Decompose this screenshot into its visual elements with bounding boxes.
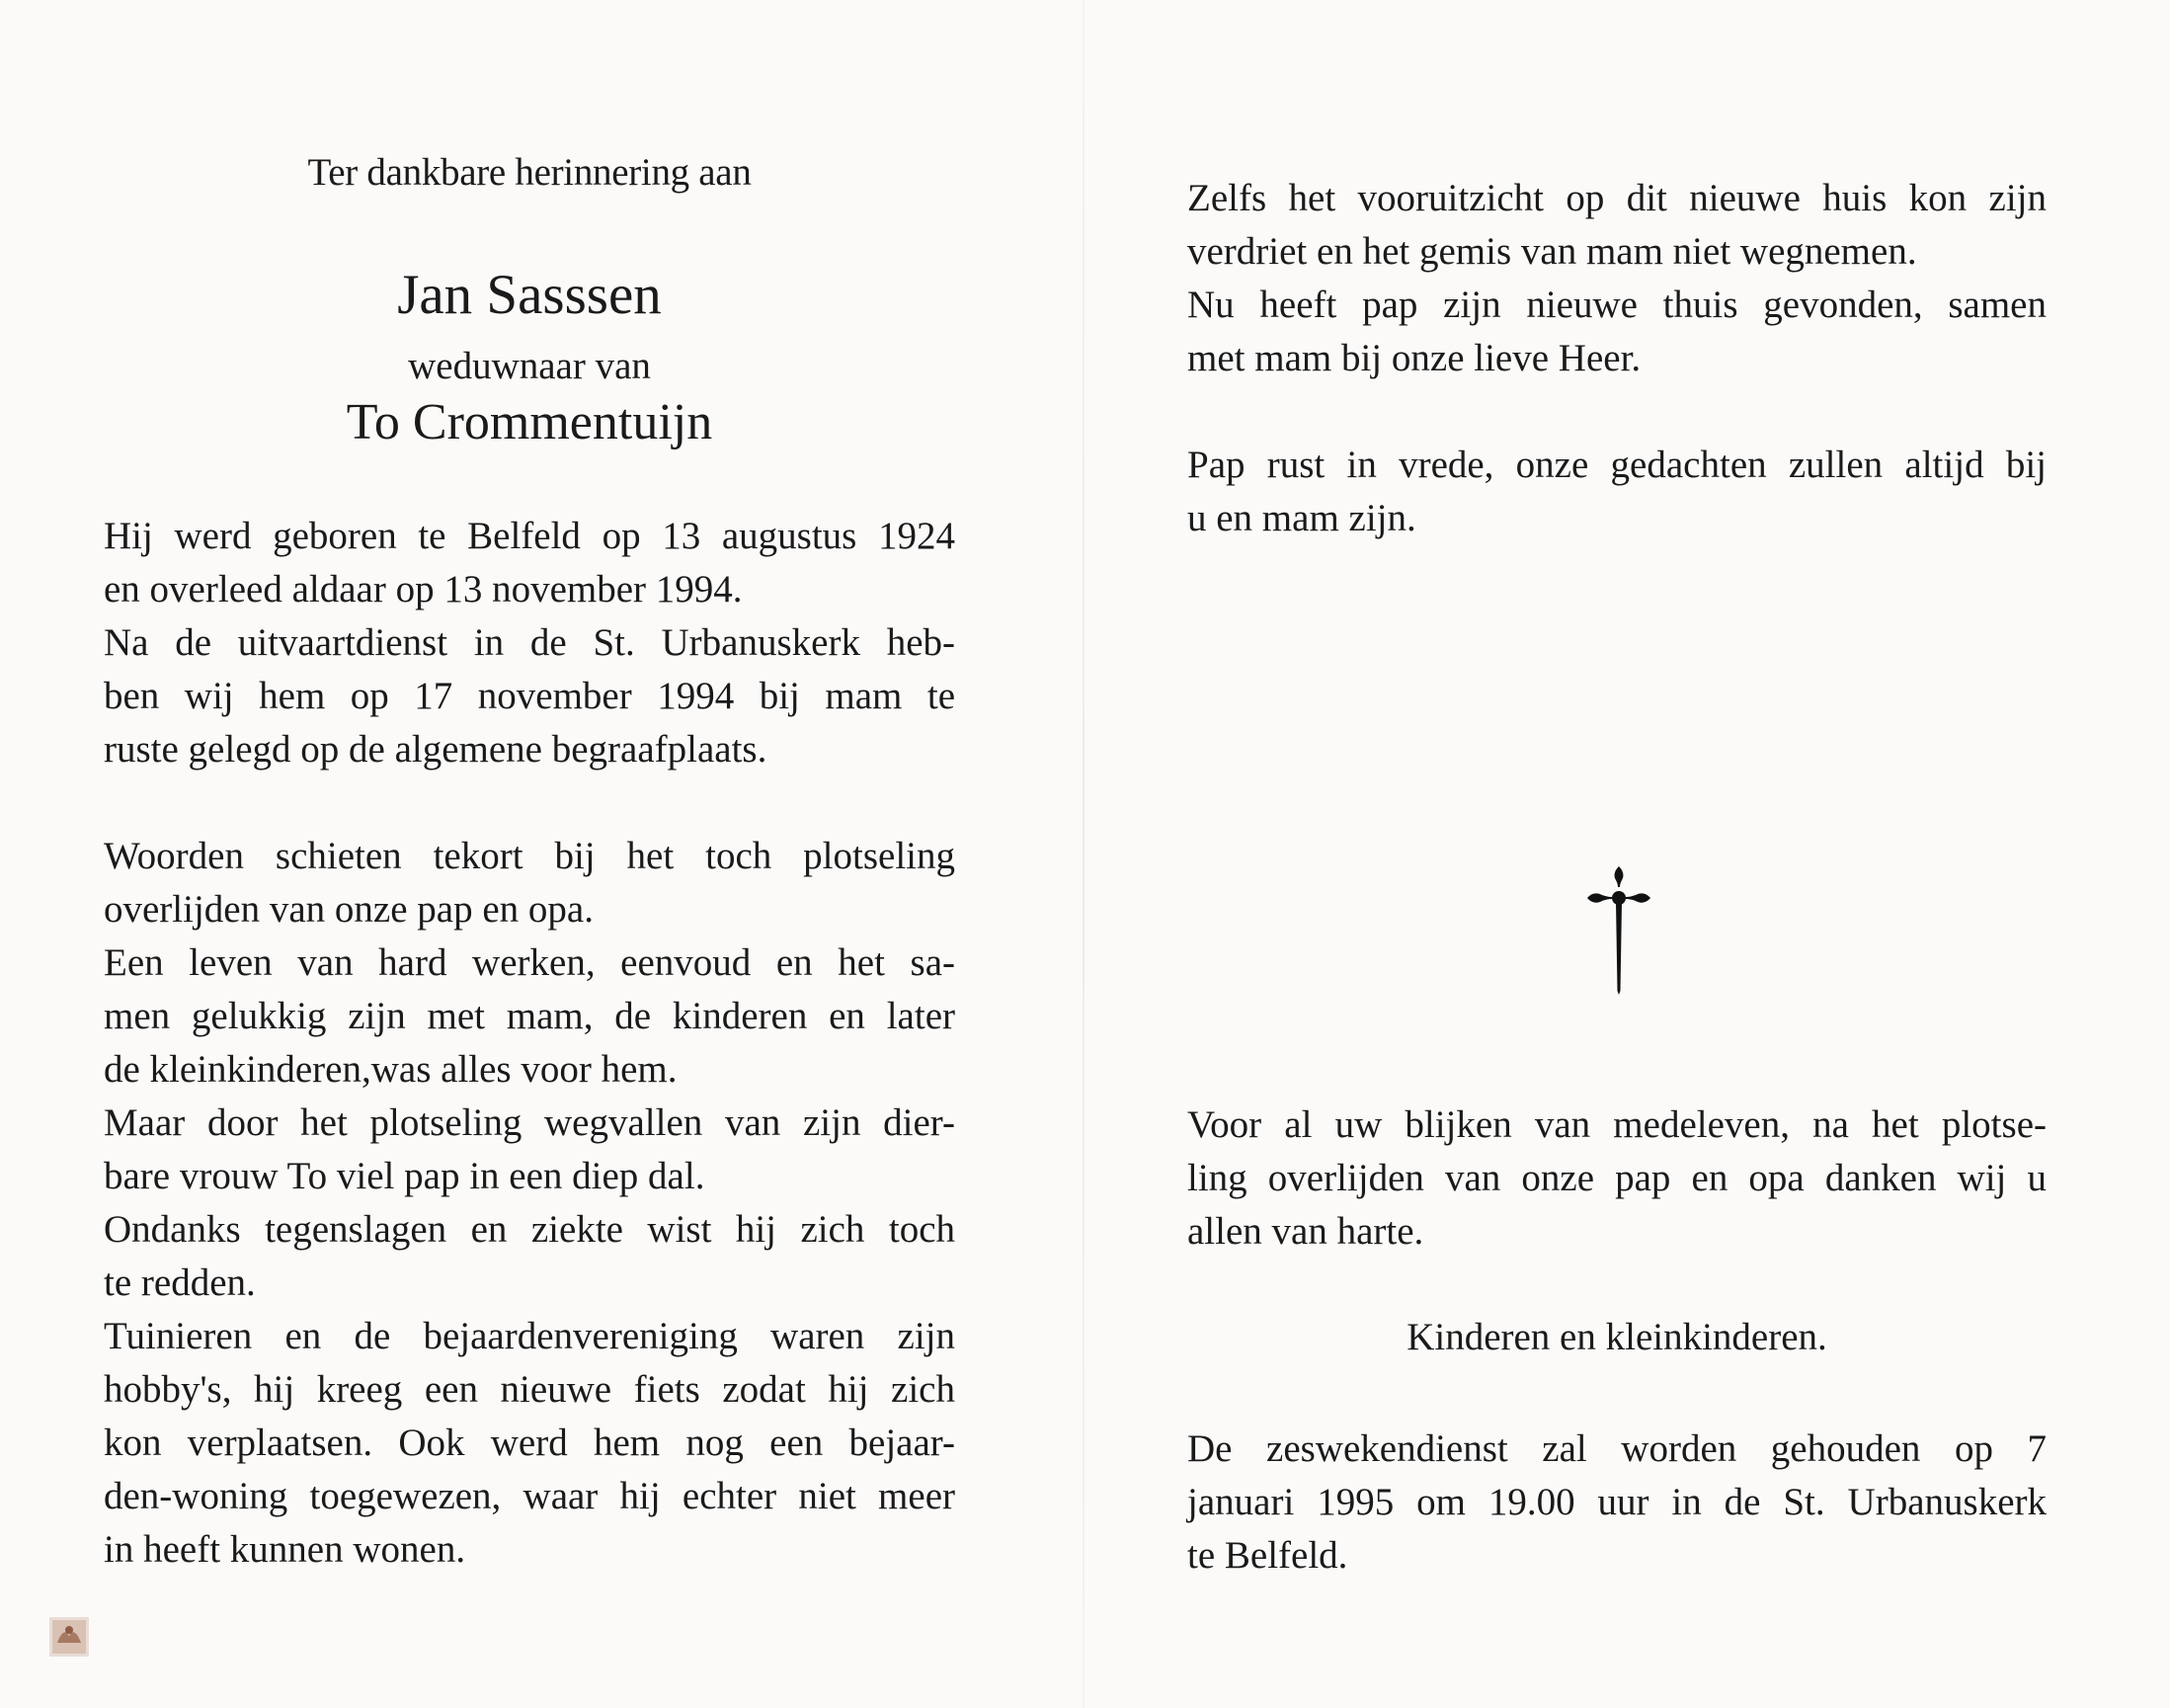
text-line: Pap rust in vrede, onze gedachten zullen altijd bij bbox=[1187, 444, 2047, 486]
text-line: te Belfeld. bbox=[1187, 1534, 1348, 1577]
text-line: Maar door het plotseling wegvallen van zijn dier- bbox=[104, 1101, 955, 1144]
stamp-icon bbox=[49, 1617, 89, 1657]
text-line: Een leven van hard werken, eenvoud en het sa- bbox=[104, 941, 955, 984]
fold-line bbox=[1083, 0, 1085, 1708]
text-line: kon verplaatsen. Ook werd hem nog een bejaar- bbox=[104, 1422, 955, 1464]
text-line: Nu heeft pap zijn nieuwe thuis gevonden, samen bbox=[1187, 284, 2047, 326]
text-line: met mam bij onze lieve Heer. bbox=[1187, 337, 1642, 379]
text-line: Na de uitvaartdienst in de St. Urbanuskerk heb- bbox=[104, 621, 955, 664]
text-line: te redden. bbox=[104, 1261, 256, 1304]
intro-text: Ter dankbare herinnering aan bbox=[307, 151, 752, 194]
text-line: en overleed aldaar op 13 november 1994. bbox=[104, 568, 743, 610]
birth-death-paragraph bbox=[104, 510, 955, 776]
text-line: men gelukkig zijn met mam, de kinderen en later bbox=[104, 995, 955, 1037]
text-line: u en mam zijn. bbox=[1187, 497, 1416, 539]
text-line: overlijden van onze pap en opa. bbox=[104, 888, 594, 931]
spouse-name: To Crommentuijn bbox=[346, 394, 713, 450]
text-line: Tuinieren en de bejaardenvereniging waren zijn bbox=[104, 1315, 955, 1357]
text-line: verdriet en het gemis van mam niet wegnemen. bbox=[1187, 230, 1917, 273]
rest-in-peace-paragraph bbox=[1187, 439, 2047, 545]
text-line: Woorden schieten tekort bij het toch plotseling bbox=[104, 835, 955, 877]
text-line: Ondanks tegenslagen en ziekte wist hij zich toch bbox=[104, 1208, 955, 1251]
signature: Kinderen en kleinkinderen. bbox=[1406, 1316, 1827, 1358]
text-line: ling overlijden van onze pap en opa danken wij u bbox=[1187, 1157, 2047, 1199]
service-paragraph bbox=[1187, 1423, 2047, 1583]
text-line: Zelfs het vooruitzicht op dit nieuwe huis kon zijn bbox=[1187, 177, 2047, 219]
text-line: allen van harte. bbox=[1187, 1210, 1424, 1253]
text-line: bare vrouw To viel pap in een diep dal. bbox=[104, 1155, 705, 1197]
text-line: Hij werd geboren te Belfeld op 13 augustus 1924 bbox=[104, 515, 955, 557]
text-line: ben wij hem op 17 november 1994 bij mam te bbox=[104, 675, 955, 717]
text-line: in heeft kunnen wonen. bbox=[104, 1528, 466, 1571]
text-line: ruste gelegd op de algemene begraafplaats. bbox=[104, 728, 767, 771]
thanks-paragraph bbox=[1187, 1098, 2047, 1259]
text-line: hobby's, hij kreeg een nieuwe fiets zodat hij zich bbox=[104, 1368, 955, 1411]
cross-icon bbox=[1585, 866, 1652, 995]
life-story-paragraph bbox=[104, 830, 955, 1577]
new-home-paragraph bbox=[1187, 172, 2047, 385]
text-line: de kleinkinderen,was alles voor hem. bbox=[104, 1048, 678, 1091]
text-line: den-woning toegewezen, waar hij echter niet meer bbox=[104, 1475, 955, 1517]
text-line: De zeswekendienst zal worden gehouden op 7 bbox=[1187, 1427, 2047, 1470]
text-line: Voor al uw blijken van medeleven, na het plotse- bbox=[1187, 1103, 2047, 1146]
text-line: januari 1995 om 19.00 uur in de St. Urbanuskerk bbox=[1187, 1481, 2047, 1523]
widower-label: weduwnaar van bbox=[408, 345, 651, 387]
deceased-name: Jan Sasssen bbox=[397, 264, 662, 326]
